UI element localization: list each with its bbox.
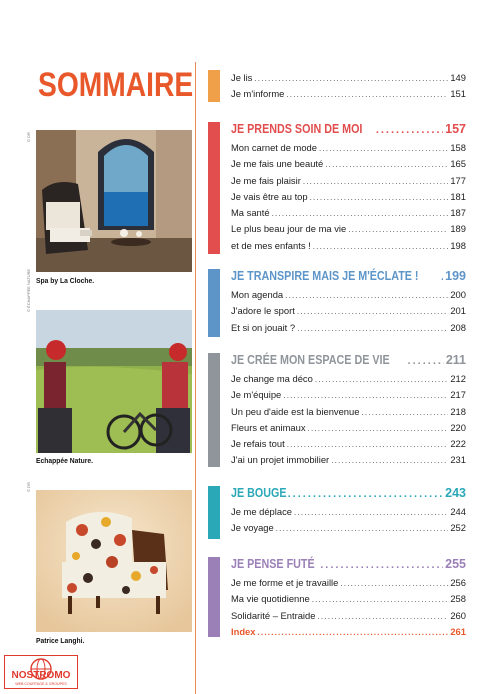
- section-title-text: JE CRÉE MON ESPACE DE VIE: [231, 353, 390, 367]
- photo-caption: Spa by La Cloche.: [36, 276, 95, 285]
- entry-page: 260: [450, 609, 466, 621]
- section-title-text: JE TRANSPIRE MAIS JE M'ÉCLATE !: [231, 269, 419, 283]
- page-title: SOMMAIRE: [38, 66, 194, 104]
- toc-entry[interactable]: [231, 238, 466, 254]
- entry-page: 165: [450, 158, 466, 170]
- entry-page: 208: [450, 321, 466, 333]
- dot-leader: [340, 576, 448, 592]
- entry-page: 201: [450, 305, 466, 317]
- entry-label: Je vais être au top: [231, 190, 308, 202]
- section-color-bar: [208, 353, 220, 467]
- entry-label: Fleurs et animaux: [231, 421, 306, 433]
- nostromo-logo: [4, 655, 78, 689]
- spa-photo: [36, 130, 192, 272]
- toc-section-soin: [208, 122, 466, 256]
- dot-leader: [325, 157, 448, 173]
- toc-entry[interactable]: [231, 575, 466, 591]
- entry-page: 189: [450, 223, 466, 235]
- photo-caption: Patrice Langhi.: [36, 636, 85, 645]
- photo-credit: © DR: [26, 482, 31, 492]
- entry-label: Ma santé: [231, 207, 270, 219]
- entry-page: 222: [450, 438, 466, 450]
- entry-page: 218: [450, 405, 466, 417]
- entry-label: Je m'informe: [231, 88, 285, 100]
- entry-label: et de mes enfants !: [231, 239, 311, 251]
- toc-entry[interactable]: [231, 173, 466, 189]
- toc-section-futé: [208, 557, 466, 637]
- section-page: 211: [445, 353, 466, 367]
- entry-page: 200: [450, 289, 466, 300]
- entry-page: 217: [450, 389, 466, 401]
- toc-entry[interactable]: [231, 156, 466, 172]
- entry-label: Je refais tout: [231, 438, 285, 450]
- toc-entry[interactable]: [231, 140, 466, 156]
- section-color-bar: [208, 70, 220, 102]
- toc-section-sport: [208, 269, 466, 337]
- toc-section-espace: [208, 353, 466, 467]
- dot-leader: [319, 141, 448, 157]
- entry-page: 220: [450, 421, 466, 433]
- photo-caption: Echappée Nature.: [36, 456, 94, 465]
- dot-leader: [376, 124, 443, 136]
- section-title[interactable]: [231, 353, 466, 371]
- entry-page: 181: [450, 190, 466, 202]
- section-color-bar: [208, 269, 220, 337]
- toc-entry-index[interactable]: [231, 624, 466, 640]
- dot-leader: [315, 372, 449, 388]
- dot-leader: [303, 174, 449, 190]
- section-color-bar: [208, 557, 220, 637]
- toc-entry[interactable]: [231, 404, 466, 420]
- toc-entry[interactable]: [231, 221, 466, 237]
- entry-label: Je me fais plaisir: [231, 174, 301, 186]
- column-divider: [195, 62, 196, 694]
- dot-leader: [361, 405, 448, 421]
- dot-leader: [313, 239, 449, 255]
- entry-label: Ma vie quotidienne: [231, 593, 310, 605]
- dot-leader: [312, 592, 449, 608]
- entry-page: 177: [450, 174, 466, 186]
- dot-leader: [297, 321, 448, 337]
- armchair-photo: [36, 490, 192, 632]
- toc-entry[interactable]: [231, 371, 466, 387]
- entry-page: 149: [450, 72, 466, 83]
- section-page: 157: [445, 122, 466, 136]
- entry-label: J'ai un projet immobilier: [231, 454, 330, 466]
- photo-credit: © DR: [26, 132, 31, 142]
- section-title[interactable]: [231, 486, 466, 504]
- entry-label: Mon agenda: [231, 289, 284, 300]
- dot-leader: [258, 625, 449, 641]
- dot-leader: [272, 206, 449, 222]
- entry-page: 212: [450, 373, 466, 384]
- entry-label: Je me forme et je travaille: [231, 577, 339, 588]
- section-page: 243: [445, 486, 466, 500]
- dot-leader: [285, 288, 448, 304]
- dot-leader: [310, 190, 449, 206]
- entry-label: J'adore le sport: [231, 305, 295, 317]
- svg-text:NOSTROMO: NOSTROMO: [11, 670, 71, 681]
- toc-entry[interactable]: [231, 436, 466, 452]
- toc-entry[interactable]: [231, 70, 466, 86]
- dot-leader: [308, 421, 449, 437]
- dot-leader: [331, 453, 448, 469]
- entry-page: 198: [450, 239, 466, 251]
- section-title-text: JE PRENDS SOIN DE MOI: [231, 122, 363, 136]
- dot-leader: [441, 271, 443, 283]
- dot-leader: [294, 505, 448, 521]
- section-page: 199: [445, 269, 466, 283]
- cyclists-photo: [36, 310, 192, 453]
- entry-page: 244: [450, 506, 466, 517]
- dot-leader: [288, 488, 444, 500]
- dot-leader: [287, 437, 449, 453]
- toc-intro: [208, 70, 466, 104]
- nostromo-logo-mark: [4, 655, 78, 689]
- dot-leader: [283, 388, 448, 404]
- section-title-text: JE PENSE FUTÉ: [231, 557, 315, 571]
- photo-credit: © ÉCHAPPÉE NATURE: [26, 268, 31, 312]
- dot-leader: [254, 71, 448, 87]
- entry-label: Le plus beau jour de ma vie: [231, 223, 347, 235]
- dot-leader: [320, 559, 443, 571]
- entry-page: 252: [450, 522, 466, 534]
- toc-entry[interactable]: [231, 591, 466, 607]
- entry-page: 256: [450, 577, 466, 588]
- toc-entry[interactable]: [231, 303, 466, 319]
- entry-label: Mon carnet de mode: [231, 142, 317, 153]
- entry-page: 187: [450, 207, 466, 219]
- toc-entry[interactable]: [231, 420, 466, 436]
- toc-entry[interactable]: [231, 287, 466, 303]
- entry-page: 258: [450, 593, 466, 605]
- entry-label: Je lis: [231, 72, 253, 83]
- toc-entry[interactable]: [231, 387, 466, 403]
- dot-leader: [348, 222, 448, 238]
- section-color-bar: [208, 122, 220, 254]
- toc-entry[interactable]: [231, 608, 466, 624]
- section-title[interactable]: [231, 269, 466, 287]
- entry-page: 261: [450, 625, 466, 637]
- toc-entry[interactable]: [231, 452, 466, 468]
- svg-text:WEB COURTAGE & GROUPES: WEB COURTAGE & GROUPES: [15, 682, 67, 686]
- toc-entry[interactable]: [231, 86, 466, 102]
- section-title[interactable]: [231, 122, 466, 140]
- section-page: 255: [445, 557, 466, 571]
- entry-page: 151: [450, 88, 466, 100]
- section-title[interactable]: [231, 557, 466, 575]
- entry-label: Un peu d'aide est la bienvenue: [231, 405, 360, 417]
- entry-label: Je me déplace: [231, 506, 292, 517]
- section-title-text: JE BOUGE: [231, 486, 287, 500]
- toc-entry[interactable]: [231, 520, 466, 536]
- entry-label: Je me fais une beauté: [231, 158, 324, 170]
- entry-page: 231: [450, 454, 466, 466]
- toc-entry[interactable]: [231, 504, 466, 520]
- toc-entry[interactable]: [231, 189, 466, 205]
- entry-label: Je m'équipe: [231, 389, 282, 401]
- entry-label: Index: [231, 625, 256, 637]
- entry-label: Je change ma déco: [231, 373, 313, 384]
- dot-leader: [297, 304, 449, 320]
- dot-leader: [317, 609, 448, 625]
- dot-leader: [286, 87, 448, 103]
- toc-entry[interactable]: [231, 320, 466, 336]
- entry-label: Et si on jouait ?: [231, 321, 296, 333]
- dot-leader: [408, 355, 444, 367]
- entry-page: 158: [450, 142, 466, 153]
- dot-leader: [276, 521, 449, 537]
- toc-entry[interactable]: [231, 205, 466, 221]
- entry-label: Je voyage: [231, 522, 274, 534]
- section-color-bar: [208, 486, 220, 539]
- entry-label: Solidarité – Entraide: [231, 609, 316, 621]
- toc-section-bouge: [208, 486, 466, 539]
